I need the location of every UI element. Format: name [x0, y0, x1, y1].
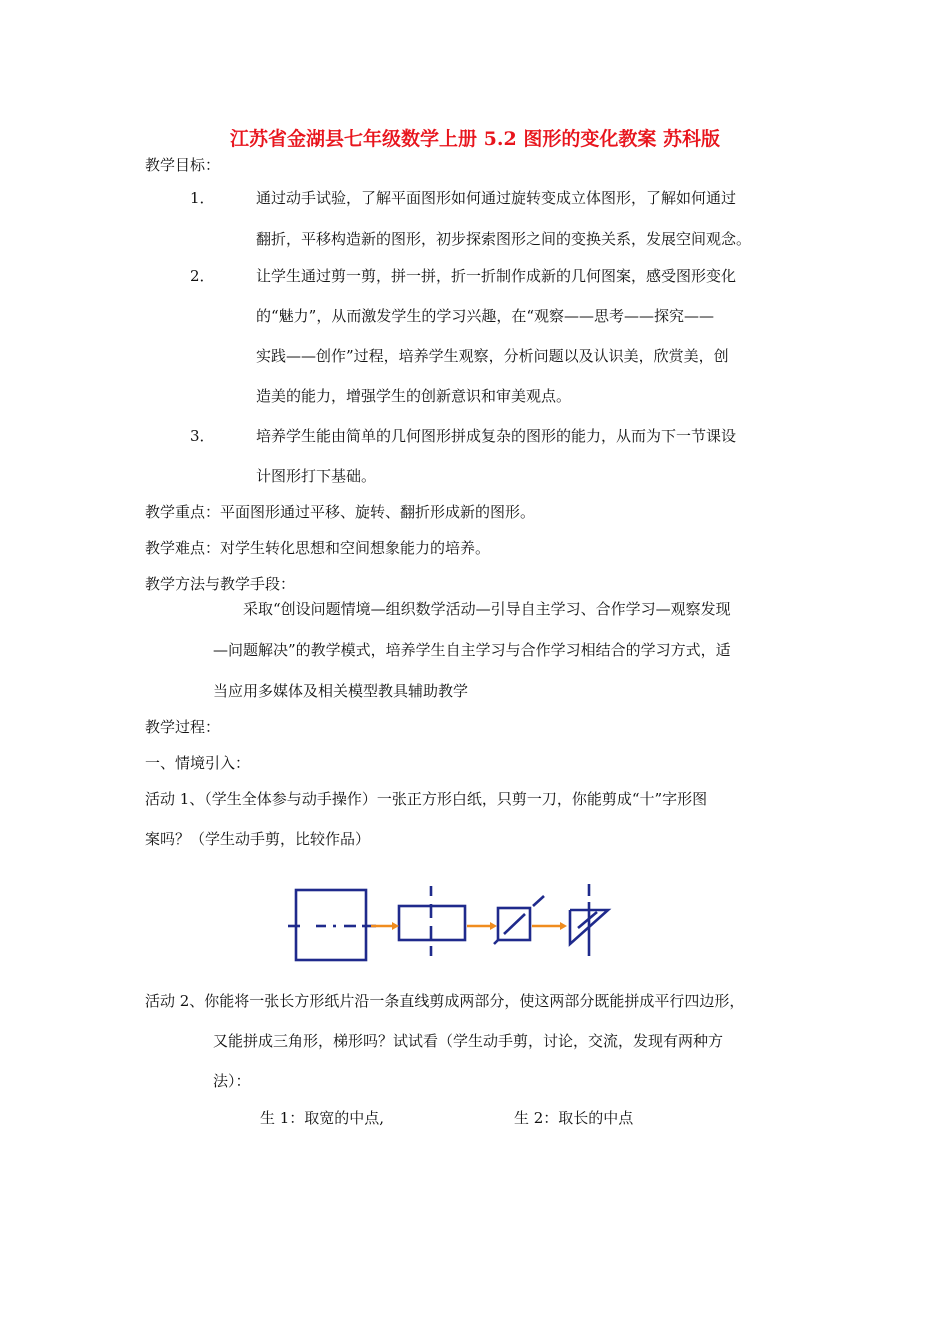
difficulties: 教学难点：对学生转化思想和空间想象能力的培养。	[145, 539, 491, 557]
objective-line: 培养学生能由简单的几何图形拼成复杂的图形的能力，从而为下一节课设	[256, 427, 737, 445]
activity2-line: 法）：	[213, 1072, 251, 1090]
methods-line: 当应用多媒体及相关模型教具辅助教学	[213, 682, 469, 700]
objective-line: 通过动手试验，了解平面图形如何通过旋转变成立体图形，了解如何通过	[256, 189, 737, 207]
methods-line: 采取“创设问题情境—组织数学活动—引导自主学习、合作学习—观察发现	[243, 600, 731, 618]
objective-line: 让学生通过剪一剪，拼一拼，折一折制作成新的几何图案，感受图形变化	[256, 267, 737, 285]
objectives-heading: 教学目标：	[145, 156, 221, 174]
activity1-line: 案吗？（学生动手剪，比较作品）	[145, 830, 371, 848]
student1-method: 生 1：取宽的中点,	[260, 1109, 385, 1127]
methods-heading: 教学方法与教学手段：	[145, 575, 296, 593]
section1-heading: 一、情境引入：	[145, 754, 251, 772]
key-points: 教学重点：平面图形通过平移、旋转、翻折形成新的图形。	[145, 503, 536, 521]
objective-number: 2．	[190, 267, 215, 285]
activity2-line: 活动 2、你能将一张长方形纸片沿一条直线剪成两部分，使这两部分既能拼成平行四边形，	[145, 992, 745, 1010]
objective-number: 3．	[190, 427, 215, 445]
process-heading: 教学过程：	[145, 718, 221, 736]
activity1-line: 活动 1、（学生全体参与动手操作）一张正方形白纸，只剪一刀，你能剪成“十”字形图	[145, 790, 708, 808]
objective-line: 实践——创作”过程，培养学生观察，分析问题以及认识美，欣赏美，创	[256, 347, 729, 365]
objective-line: 翻折，平移构造新的图形，初步探索图形之间的变换关系，发展空间观念。	[256, 230, 752, 248]
activity2-line: 又能拼成三角形，梯形吗？试试看（学生动手剪，讨论，交流，发现有两种方	[213, 1032, 724, 1050]
objective-line: 造美的能力，增强学生的创新意识和审美观点。	[256, 387, 572, 405]
objective-number: 1．	[190, 189, 215, 207]
objective-line: 计图形打下基础。	[256, 467, 377, 485]
methods-line: —问题解决”的教学模式，培养学生自主学习与合作学习相结合的学习方式，适	[213, 641, 731, 659]
document-title: 江苏省金湖县七年级数学上册 5.2 图形的变化教案 苏科版	[230, 128, 720, 150]
student2-method: 生 2：取长的中点	[514, 1109, 634, 1127]
objective-line: 的“魅力”，从而激发学生的学习兴趣，在“观察——思考——探究——	[256, 307, 715, 325]
